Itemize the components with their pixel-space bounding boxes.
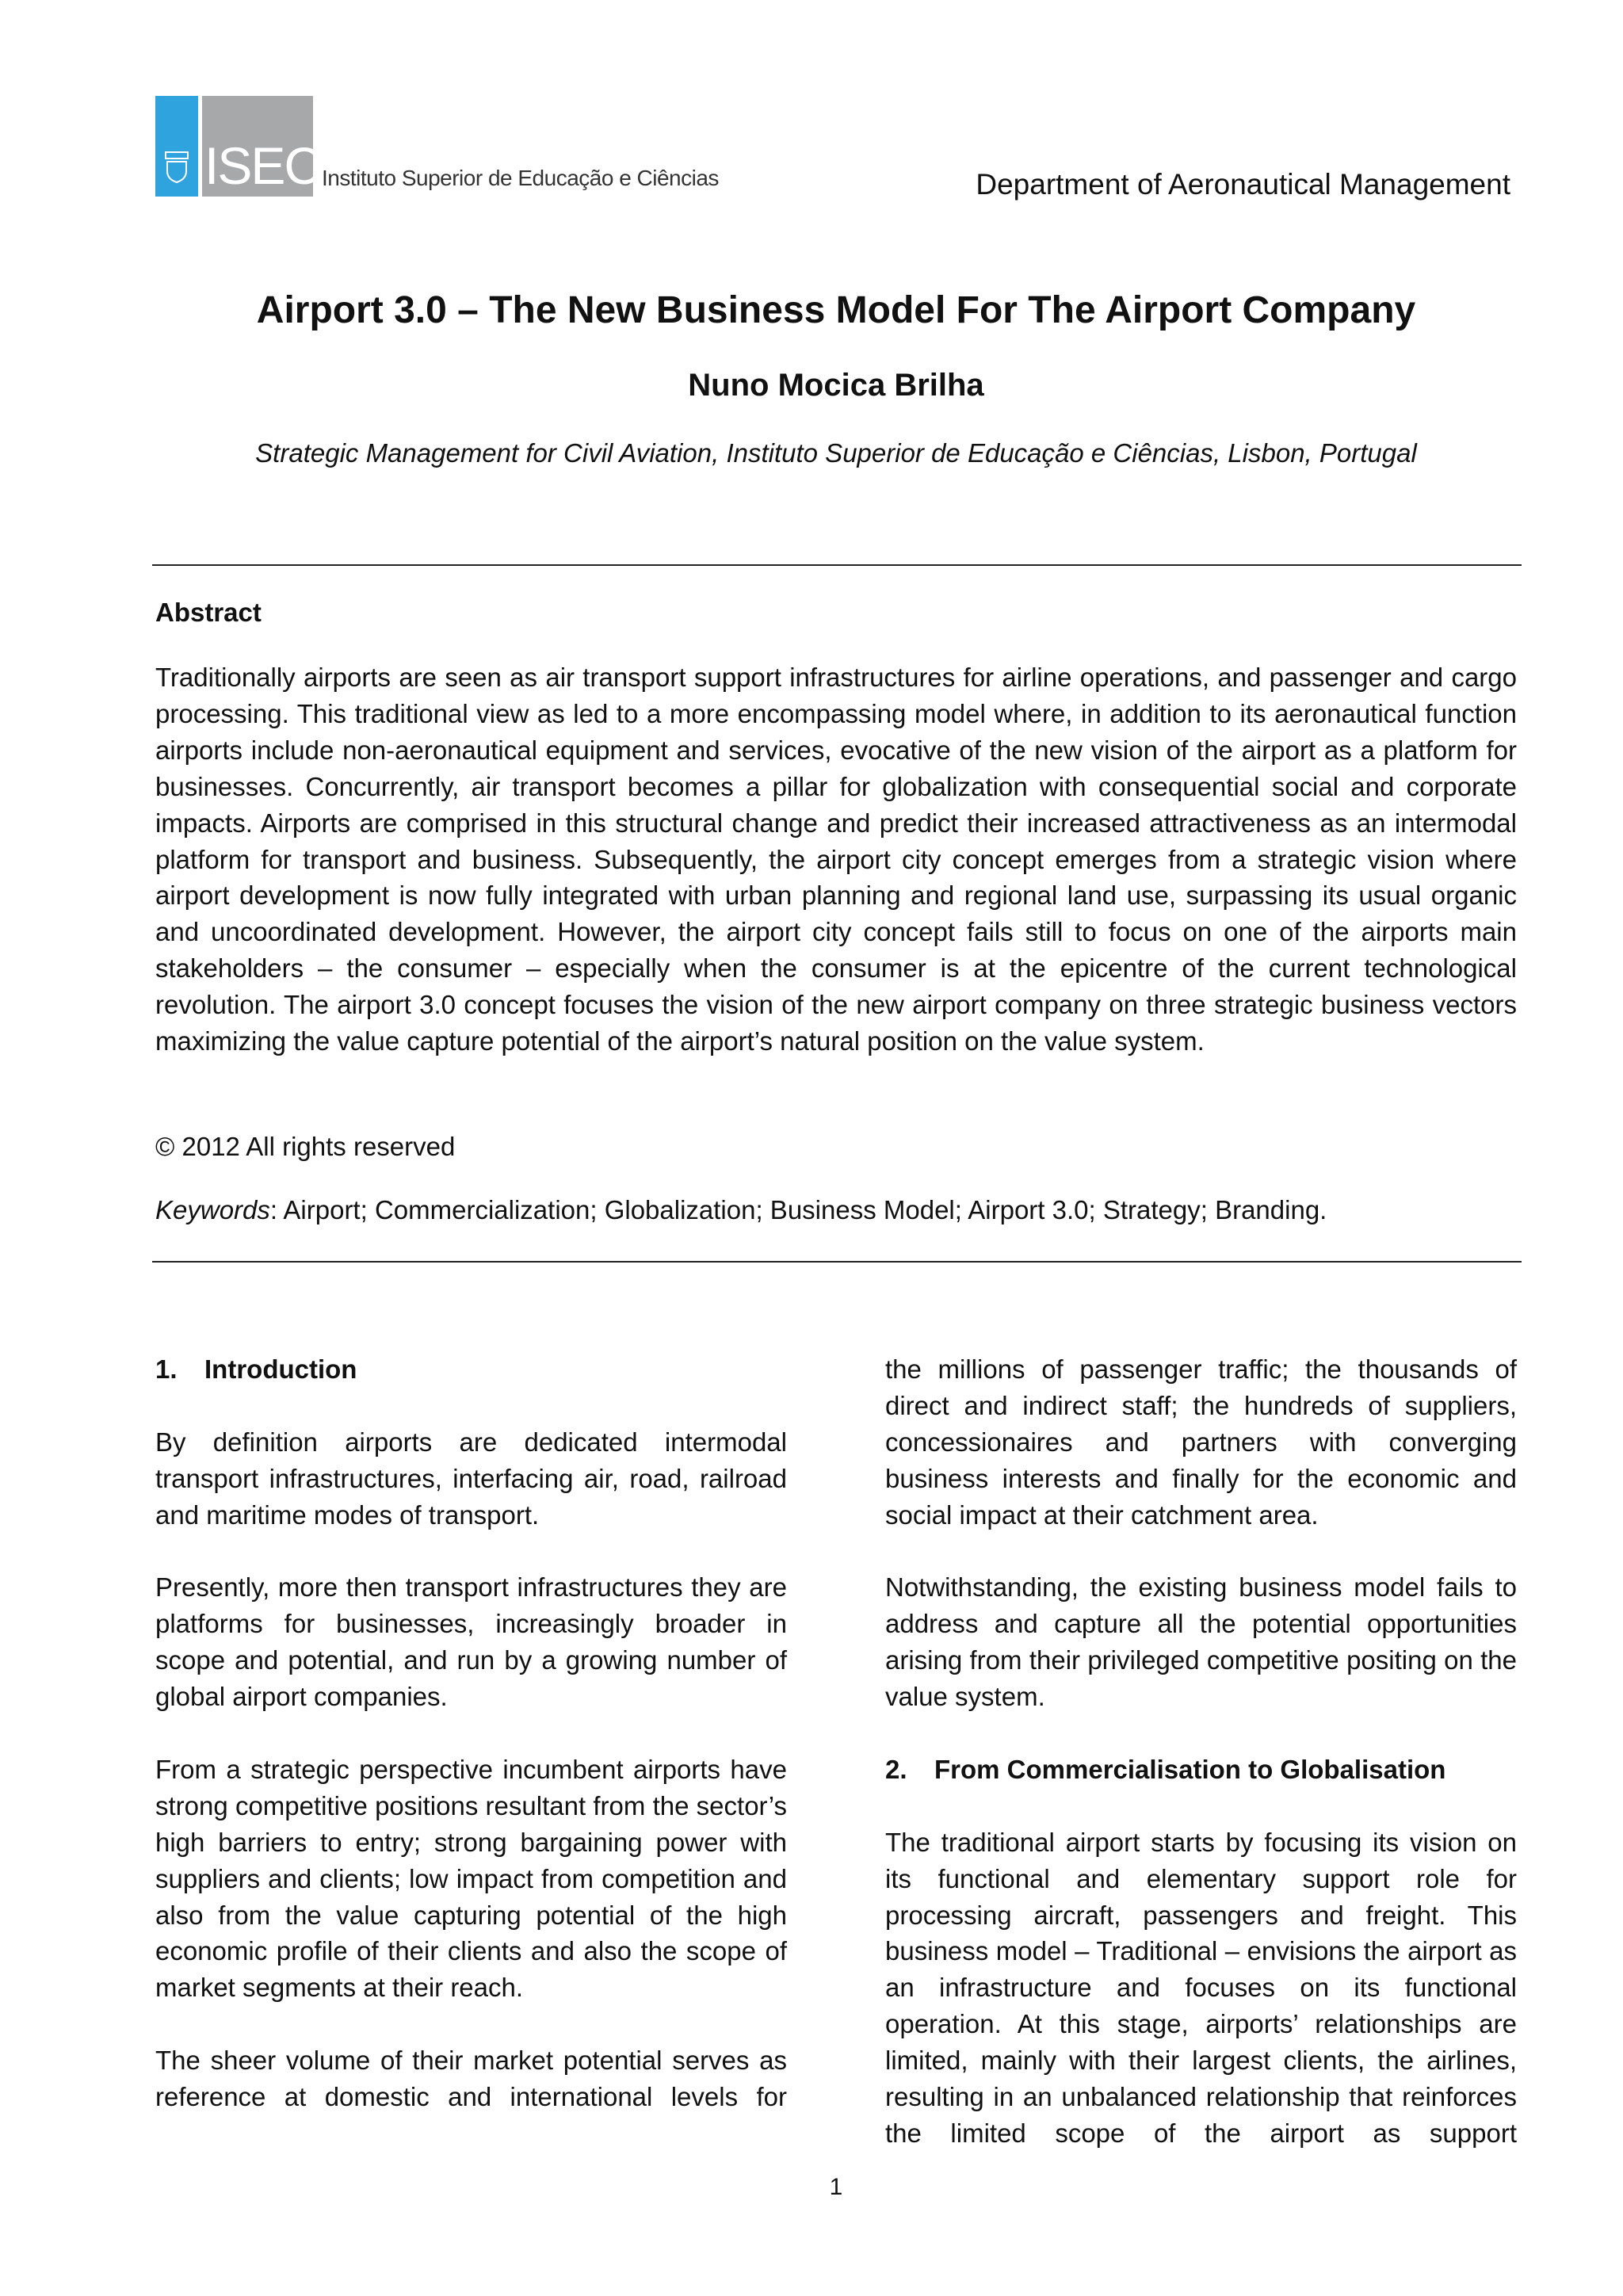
keywords-list: : Airport; Commercialization; Globalization; Business Model; Airport 3.0; Strategy; Branding. — [269, 1195, 1327, 1224]
abstract-body: Traditionally airports are seen as air transport support infrastructures for airline operations, and passenger and cargo processing. This traditional view as led to a more encompassing model where, in addition to its aeronautical function airports include non-aeronautical equipment and services, evocative of the new vision of the airport as a platform for businesses. Concurrently, air transport becomes a pillar for globalization with consequential social and corporate impacts. Airports are comprised in this structural change and predict their increased attractiveness as an intermodal platform for transport and business. Subsequently, the airport city concept emerges from a strategic vision where airport development is now fully integrated with urban planning and regional land use, surpassing its usual organic and uncoordinated development. However, the airport city concept fails still to focus on one of the airports main stakeholders – the consumer – especially when the consumer is at the epicentre of the current technological revolution. The airport 3.0 concept focuses the vision of the new airport company on three strategic business vectors maximizing the value capture potential of the airport’s natural position on the value system. — [155, 663, 1517, 1056]
section-number: 1. — [155, 1354, 178, 1384]
section-number: 2. — [885, 1754, 907, 1784]
paragraph: By definition airports are dedicated intermodal transport infrastructures, interfacing air, road, railroad and maritime modes of transport. — [155, 1427, 787, 1530]
coat-of-arms-icon — [164, 151, 189, 185]
section-title: From Commercialisation to Globalisation — [934, 1754, 1446, 1784]
author: Nuno Mocica Brilha — [688, 368, 984, 403]
divider-top — [152, 564, 1522, 566]
right-column — [885, 1351, 1517, 2188]
divider-bottom — [152, 1261, 1522, 1263]
paragraph: The sheer volume of their market potential serves as reference at domestic and international levels for — [155, 2046, 787, 2112]
left-column — [155, 1351, 787, 2152]
keywords-label: Keywords — [155, 1195, 270, 1224]
logo-mark: ISEC — [204, 136, 321, 195]
paragraph: From a strategic perspective incumbent airports have strong competitive positions resultant from the sector’s high barriers to entry; strong bargaining power with suppliers and clients; low impact from competition and also from the value capturing potential of the high economic profile of their clients and also the scope of market segments at their reach. — [155, 1754, 787, 2003]
paragraph: The traditional airport starts by focusing its vision on its functional and elementary support role for processing aircraft, passengers and freight. This business model – Traditional – envisions the airport as an infrastructure and focuses on its functional operation. At this stage, airports’ relationships are limited, mainly with their largest clients, the airlines, resulting in an unbalanced relationship that reinforces the limited scope of the airport as support — [885, 1827, 1517, 2148]
copyright: © 2012 All rights reserved — [155, 1132, 456, 1161]
paper-title: Airport 3.0 – The New Business Model For The Airport Company — [256, 289, 1416, 331]
abstract-heading: Abstract — [155, 598, 262, 627]
paragraph: the millions of passenger traffic; the thousands of direct and indirect staff; the hundreds of suppliers, concessionaires and partners with converging business interests and finally for the economic and social impact at their catchment area. — [885, 1354, 1517, 1530]
page-number: 1 — [829, 2174, 843, 2200]
section-title: Introduction — [204, 1354, 357, 1384]
section-heading-introduction — [155, 1351, 787, 1388]
department-name: Department of Aeronautical Management — [976, 168, 1510, 201]
paragraph: Notwithstanding, the existing business model fails to address and capture all the potential opportunities arising from their privileged competitive positing on the value system. — [885, 1572, 1517, 1712]
paragraph: Presently, more then transport infrastructures they are platforms for businesses, increasingly broader in scope and potential, and run by a growing number of global airport companies. — [155, 1572, 787, 1712]
affiliation: Strategic Management for Civil Aviation, Instituto Superior de Educação e Ciências, Lisbon, Portugal — [255, 438, 1417, 468]
institution-name: Instituto Superior de Educação e Ciências — [322, 166, 719, 190]
keywords — [155, 1192, 1327, 1228]
section-heading-globalisation — [885, 1752, 1517, 1788]
